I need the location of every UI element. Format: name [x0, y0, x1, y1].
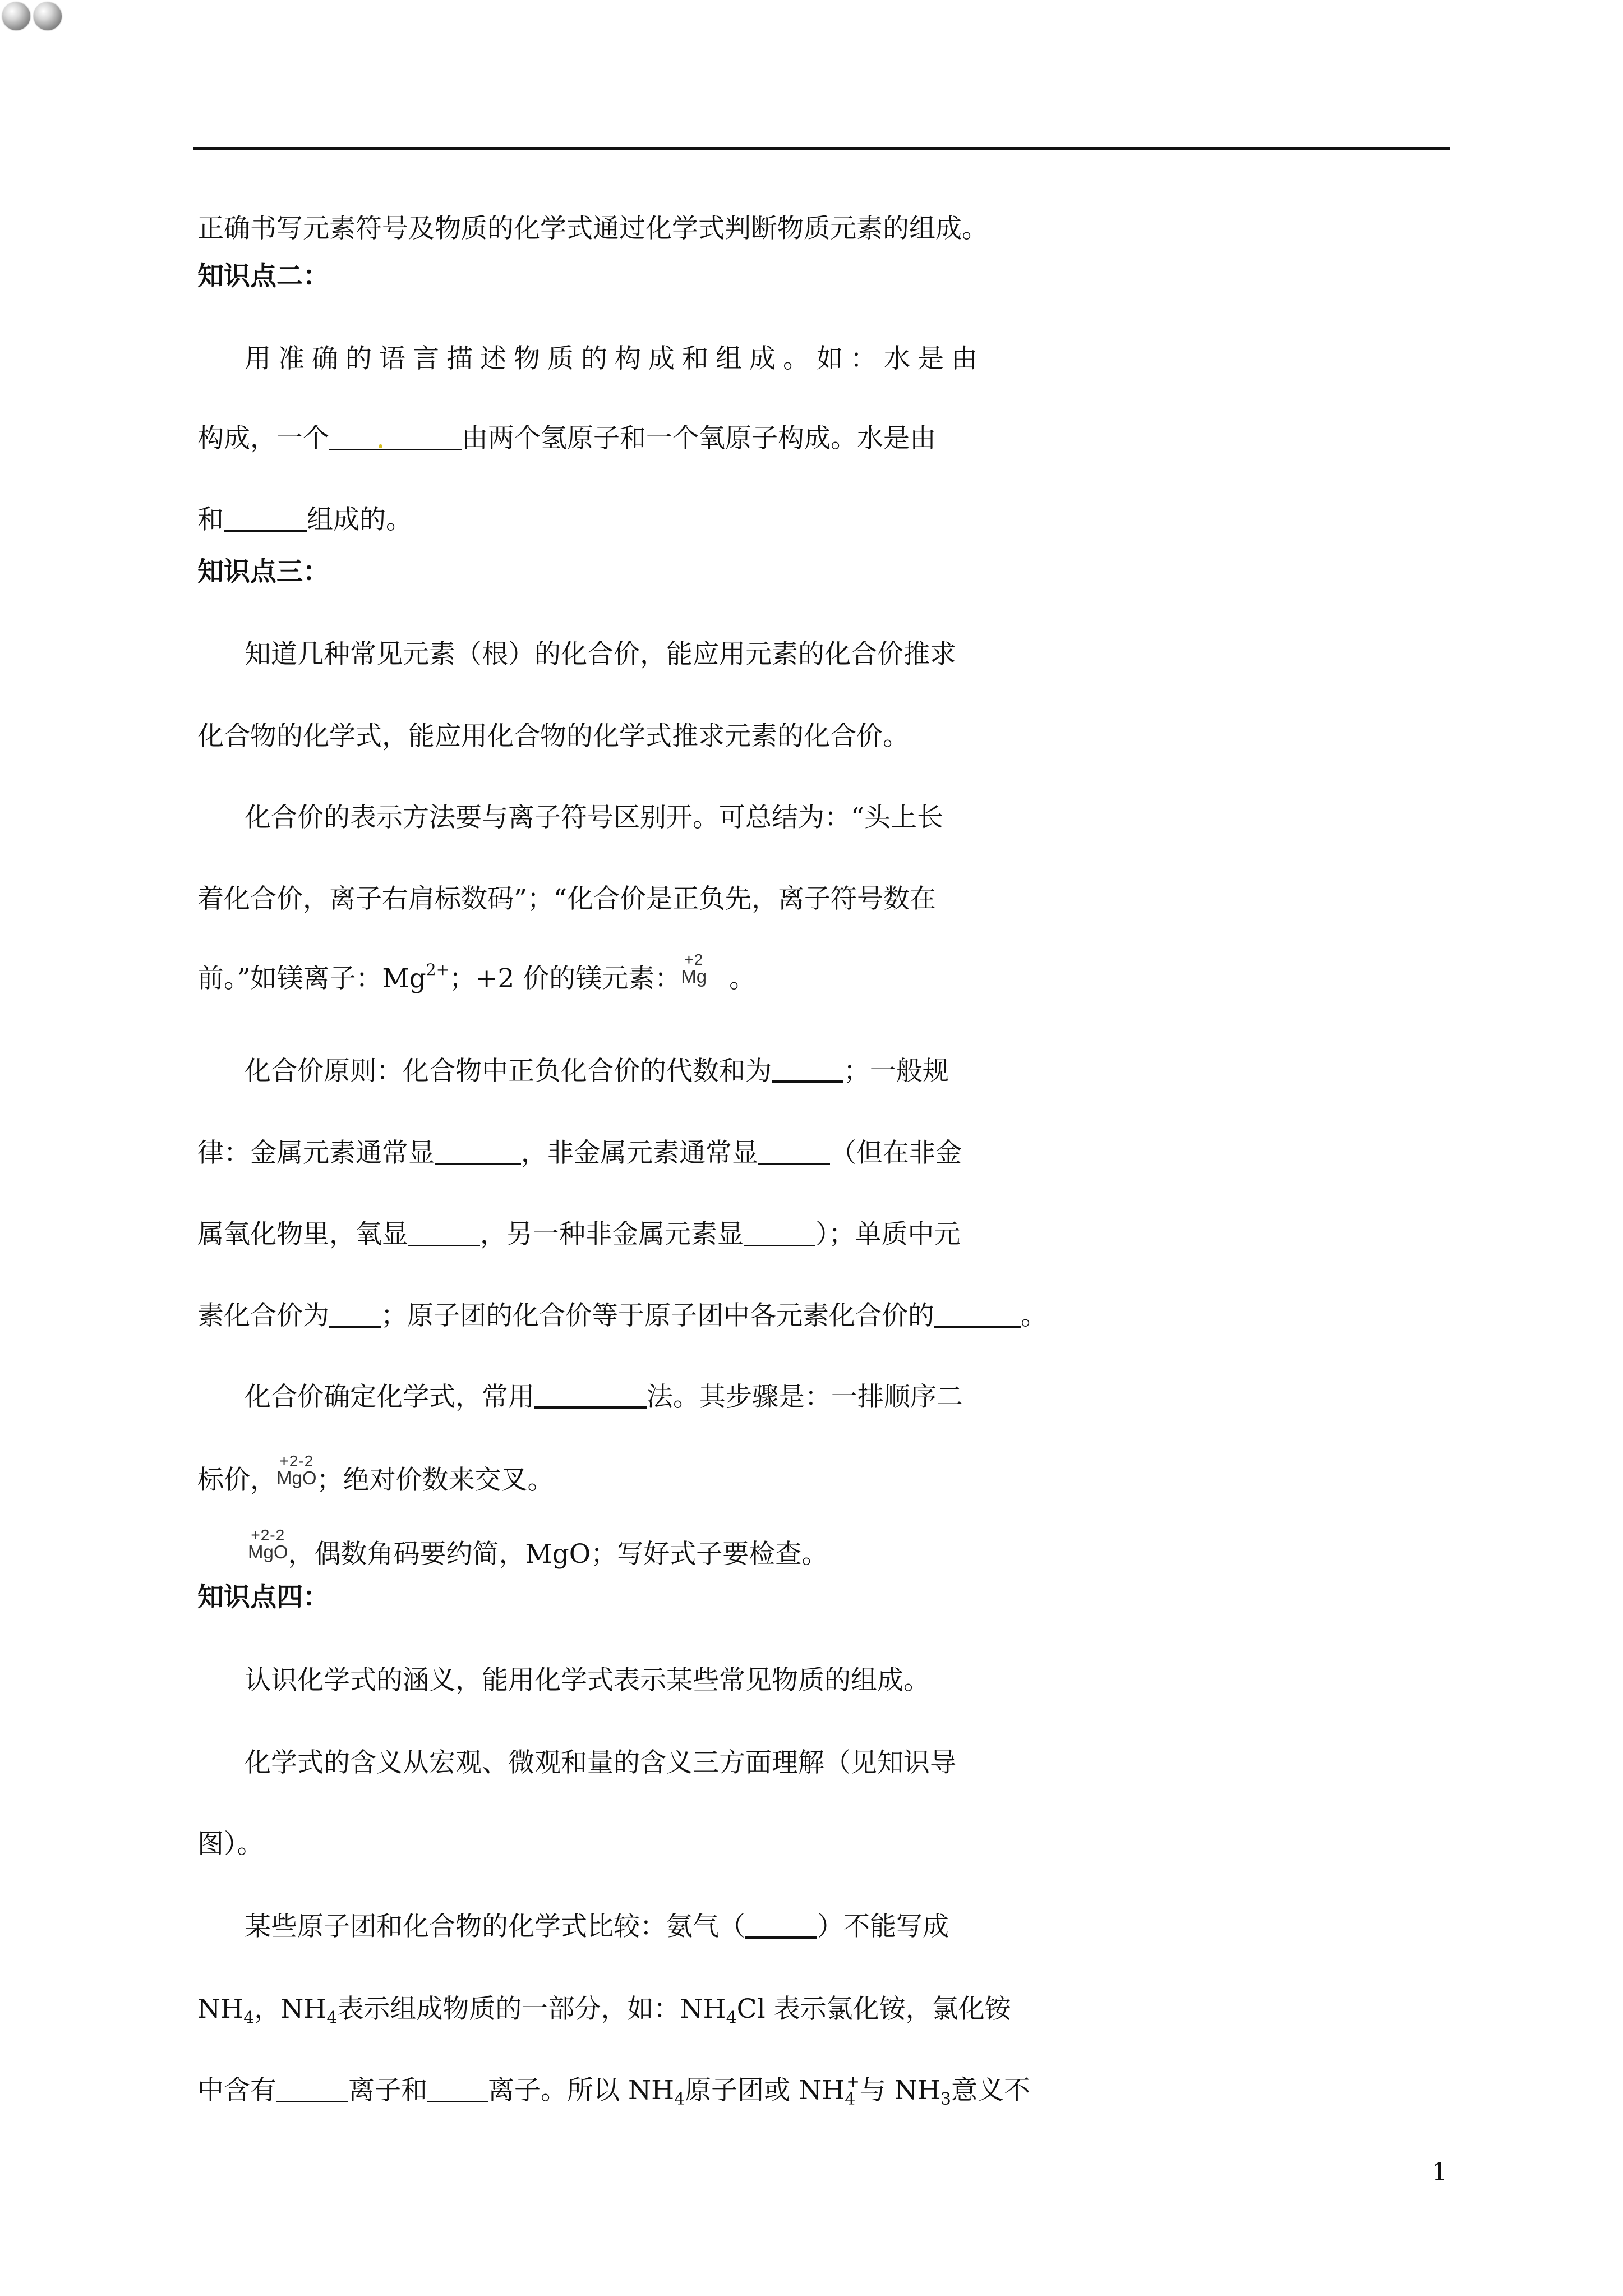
text-line: 着化合价，离子右肩标数码”；“化合价是正负先，离子符号数在 [197, 884, 937, 914]
text-line: 构成，一个 由两个氢原子和一个氧原子构成。水是由 [197, 423, 936, 454]
fill-blank[interactable] [224, 505, 307, 532]
text-line: +2-2 MgO ，偶数角码要约简，MgO；写好式子要检查。 [248, 1526, 828, 1570]
text-line: 化学式的含义从宏观、微观和量的含义三方面理解（见知识导 [245, 1747, 956, 1778]
text-line: 属氧化物里，氧显 ，另一种非金属元素显 ）；单质中元 [197, 1219, 961, 1250]
text-line: 中含有 离子和 离子。所以 $NH_4$原子团或 $NH_4^+$与 $NH_3$意义不 [197, 2072, 1030, 2109]
text-line: $NH_4$，$NH_4$表示组成物质的一部分，如：$NH_4Cl$ 表示氯化铵，氯化铵 [197, 1994, 1011, 2028]
fill-blank[interactable] [758, 1139, 830, 1165]
mgo-valence-formula: +2-2 MgO [248, 1526, 288, 1562]
fill-blank[interactable] [772, 1056, 843, 1083]
text-line: 正确书写元素符号及物质的化学式通过化学式判断物质元素的组成。 [197, 213, 988, 244]
page-number: 1 [1432, 2158, 1447, 2187]
text-line: 和 组成的。 [197, 504, 412, 535]
fill-blank[interactable] [435, 1139, 521, 1165]
text-line: 用准确的语言描述物质的构成和组成。如：水是由 [245, 343, 985, 374]
fill-blank[interactable] [329, 1301, 381, 1328]
fill-blank[interactable] [427, 2076, 488, 2102]
text-line: 标价， +2-2 MgO ；绝对价数来交叉。 [197, 1452, 554, 1496]
sphere-icon [2, 2, 30, 30]
text-line: 某些原子团和化合物的化学式比较：氨气（ ）不能写成 [245, 1911, 949, 1942]
fill-blank[interactable] [745, 1911, 817, 1939]
mgo-valence-formula: +2-2 MgO [276, 1452, 317, 1488]
fill-blank[interactable] [934, 1301, 1021, 1328]
mg-valence-formula: +2 Mg [681, 951, 707, 987]
header-logo [2, 2, 62, 30]
fill-blank[interactable] [534, 1382, 647, 1409]
text-line: 化合价原则：化合物中正负化合价的代数和为 ；一般规 [245, 1056, 949, 1087]
fill-blank[interactable] [744, 1220, 815, 1246]
text-line: 图）。 [197, 1829, 264, 1860]
fill-blank[interactable] [276, 2076, 348, 2102]
section-heading-3: 知识点三： [197, 556, 329, 587]
header-rule [193, 147, 1450, 150]
text-line: 化合价确定化学式，常用 法。其步骤是：一排顺序二 [245, 1382, 963, 1412]
text-line: 知道几种常见元素（根）的化合价，能应用元素的化合价推求 [245, 639, 956, 670]
section-heading-4: 知识点四： [197, 1582, 329, 1613]
section-heading-2: 知识点二： [197, 261, 329, 292]
text-line: 前。”如镁离子：$Mg^{2+}$；+2 价的镁元素： +2 Mg 。 [197, 951, 756, 994]
fill-blank[interactable] [408, 1220, 480, 1246]
text-line: 素化合价为 ；原子团的化合价等于原子团中各元素化合价的 。 [197, 1300, 1047, 1331]
fill-blank[interactable] [329, 424, 462, 450]
text-line: 化合物的化学式，能应用化合物的化学式推求元素的化合价。 [197, 721, 909, 752]
text-line: 认识化学式的涵义，能用化学式表示某些常见物质的组成。 [245, 1665, 930, 1696]
text-line: 律：金属元素通常显 ，非金属元素通常显 （但在非金 [197, 1138, 962, 1168]
sphere-icon [34, 2, 62, 30]
text-line: 化合价的表示方法要与离子符号区别开。可总结为：“头上长 [245, 802, 944, 833]
